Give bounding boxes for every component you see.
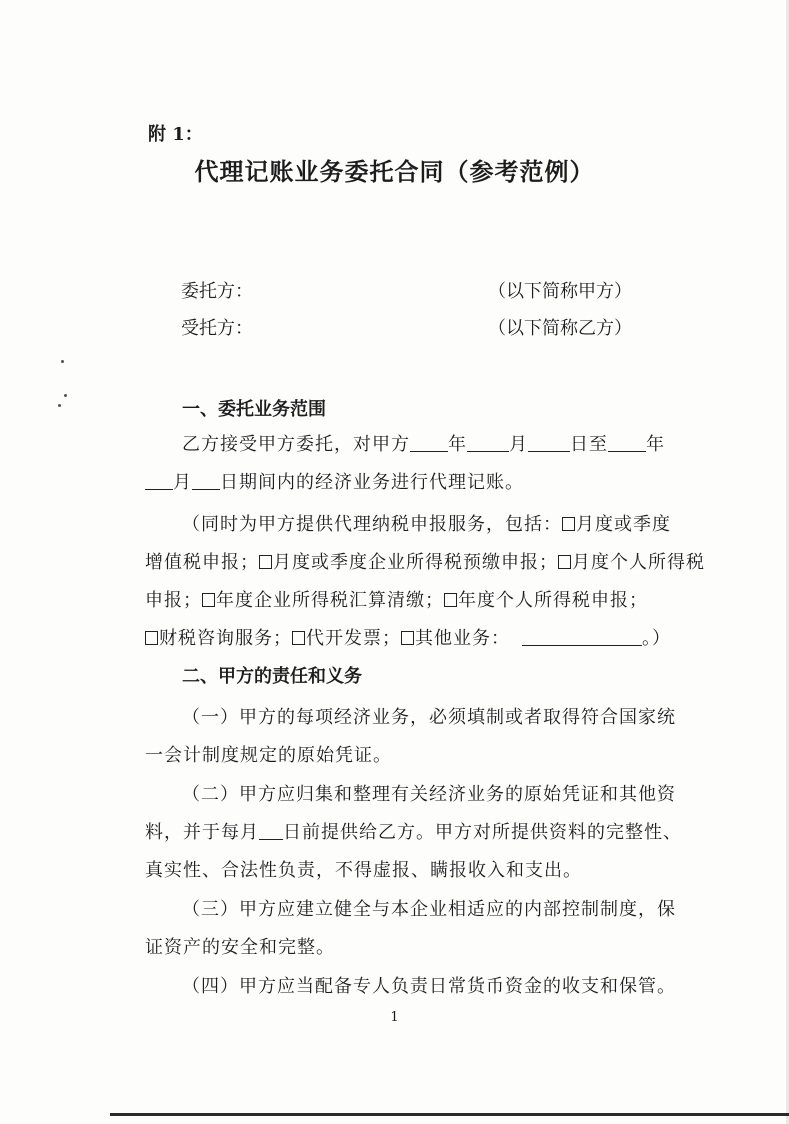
tax-line2 (145, 548, 705, 574)
option-iit-head: 月度个人所得税 (572, 552, 705, 573)
blank-end-month (145, 473, 173, 490)
tax-line3 (145, 586, 648, 612)
tax-intro: （同时为甲方提供代理纳税申报服务，包括： (182, 514, 562, 535)
line2-month: 月 (173, 472, 192, 493)
attachment-label: 附 1： (148, 124, 203, 145)
tax-closing: 。） (642, 628, 671, 649)
blank-start-day (528, 435, 570, 452)
scan-speck (61, 360, 64, 363)
option-cit-annual: 年度企业所得税汇算清缴； (216, 590, 444, 611)
item2-line2 (145, 818, 682, 844)
line1-end-year: 年 (646, 434, 665, 455)
option-other: 其他业务： (415, 628, 510, 649)
line1-month: 月 (509, 434, 528, 455)
item3-line1: （三）甲方应建立健全与本企业相适应的内部控制制度，保 (182, 899, 676, 920)
blank-start-year (410, 435, 448, 452)
section1-line1 (182, 430, 665, 456)
line1-to: 日至 (570, 434, 608, 455)
item3-line2: 证资产的安全和完整。 (145, 937, 335, 958)
checkbox-5[interactable] (444, 593, 457, 607)
client-note: （以下简称甲方） (488, 281, 632, 302)
option-iit-tail: 申报； (145, 590, 202, 611)
line1-year: 年 (448, 434, 467, 455)
option-invoicing: 代开发票； (306, 628, 401, 649)
blank-end-day (192, 473, 220, 490)
item2-line1: （二）甲方应归集和整理有关经济业务的原始凭证和其他资 (182, 784, 676, 805)
line1-text: 乙方接受甲方委托，对甲方 (182, 434, 410, 455)
scan-speck (58, 404, 61, 407)
tax-line1 (182, 510, 671, 536)
checkbox-3[interactable] (558, 555, 571, 569)
option-cit-prepay: 月度或季度企业所得税预缴申报； (273, 552, 558, 573)
tax-line4 (145, 624, 671, 650)
agent-note: （以下简称乙方） (488, 318, 632, 339)
item1-line2: 一会计制度规定的原始凭证。 (145, 745, 392, 766)
option-vat: 月度或季度 (576, 514, 671, 535)
blank-end-year (608, 435, 646, 452)
item2-line3: 真实性、合法性负责，不得虚报、瞒报收入和支出。 (145, 860, 582, 881)
page-number: 1 (390, 1010, 399, 1025)
checkbox-6[interactable] (145, 631, 158, 645)
option-vat-tail: 增值税申报； (145, 552, 259, 573)
scan-speck (64, 394, 67, 397)
checkbox-2[interactable] (259, 555, 272, 569)
checkbox-7[interactable] (292, 631, 305, 645)
checkbox-8[interactable] (401, 631, 414, 645)
checkbox-4[interactable] (202, 593, 215, 607)
document-title: 代理记账业务委托合同（参考范例） (194, 157, 595, 186)
item1-line1: （一）甲方的每项经济业务，必须填制或者取得符合国家统 (182, 707, 676, 728)
option-iit-annual: 年度个人所得税申报； (458, 590, 648, 611)
item2-text-a: 料，并于每月 (145, 822, 259, 843)
option-consulting: 财税咨询服务； (159, 628, 292, 649)
blank-other-business[interactable] (522, 629, 642, 646)
section1-line2 (145, 468, 524, 494)
blank-day-of-month (259, 823, 283, 840)
line2-text: 日期间内的经济业务进行代理记账。 (220, 472, 524, 493)
scan-edge-bottom (110, 1113, 789, 1116)
item2-text-b: 日前提供给乙方。甲方对所提供资料的完整性、 (283, 822, 682, 843)
item4-line1: （四）甲方应当配备专人负责日常货币资金的收支和保管。 (182, 976, 676, 997)
client-label: 委托方： (181, 281, 253, 302)
blank-start-month (467, 435, 509, 452)
checkbox-1[interactable] (562, 517, 575, 531)
agent-label: 受托方： (181, 318, 253, 339)
section1-heading: 一、委托业务范围 (182, 399, 326, 420)
section2-heading: 二、甲方的责任和义务 (182, 666, 362, 687)
